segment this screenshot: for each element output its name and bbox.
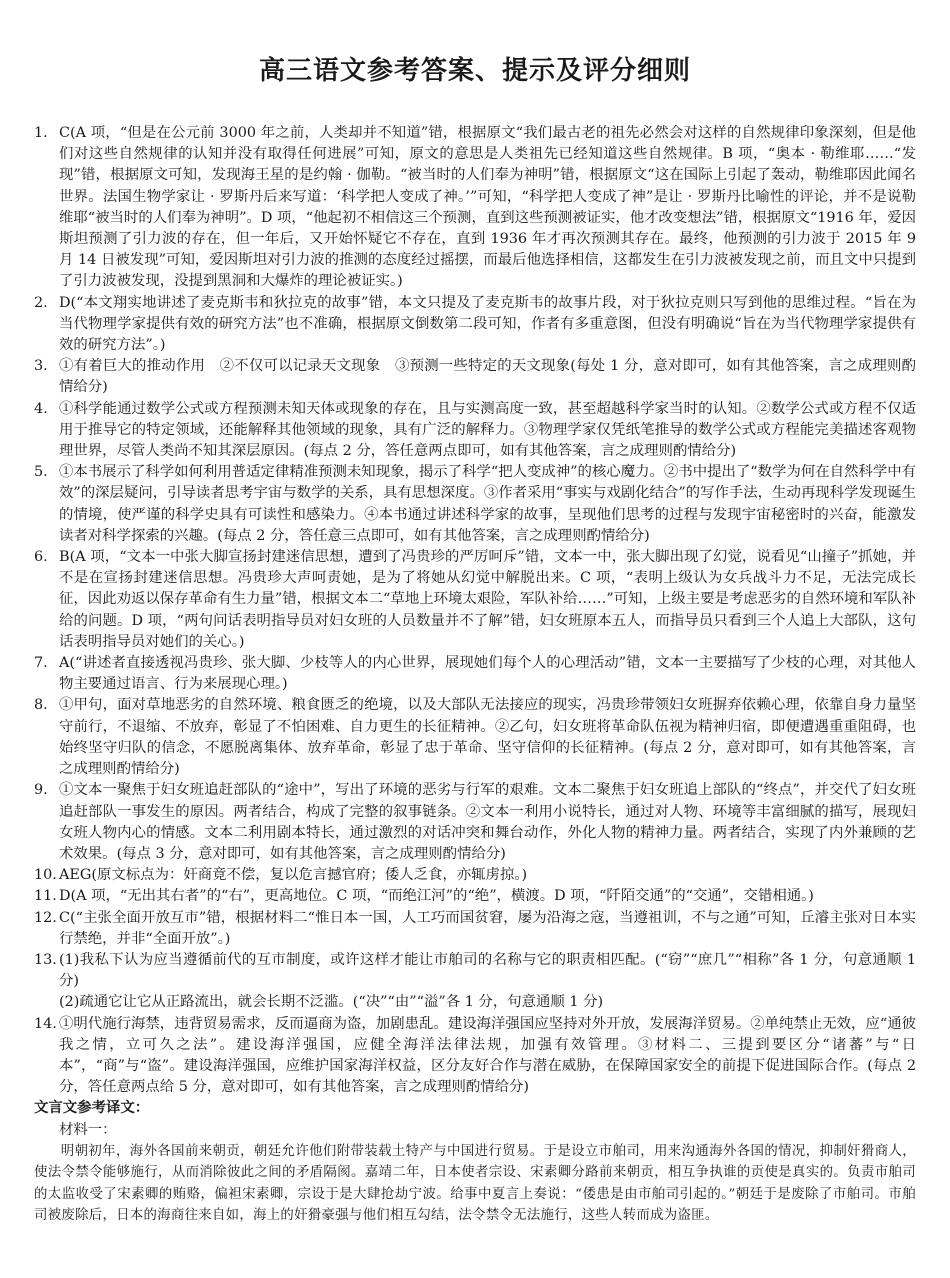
item-text: D(A 项，“无出其右者”的“右”，更高地位。C 项，“而绝江河”的“绝”，横渡。D 项，“阡陌交通”的“交通”，交错相通。) — [59, 888, 814, 905]
answer-item-14 — [34, 1014, 916, 1099]
item-text: ①甲句，面对草地恶劣的自然环境、粮食匮乏的绝境，以及大部队无法接应的现实，冯贵珍带领妇女班摒弃依赖心理，依靠自身力量坚守前行，不退缩、不放弃，彰显了不怕困难、自力更生的长征精神。②乙句，妇女班将革命队伍视为精神归宿，即便遭遇重重阻碍，也始终坚守归队的信念，不愿脱离集体、放弃革命，彰显了忠于革命、坚守信仰的长征精神。(每点 2 分，意对即可，如有其他答案，言之成理则酌情给分) — [59, 697, 916, 778]
answer-item-12 — [34, 908, 916, 950]
item-text: C(A 项，“但是在公元前 3000 年之前，人类却并不知道”错，根据原文“我们最古老的祖先必然会对这样的自然规律印象深刻，但是他们对这些自然规律的认知并没有取得任何进展”可知，原文的意思是人类祖先已经知道这些自然规律。B 项，“奥本 · 勒维耶……“发现”错，根据原文可知，发现海王星的是约翰 · 伽勒。“被当时的人们奉为神明”错，根据原文“这在国际上引起了轰动，勒维耶因此闻名世界。法国生物学家让 · 罗斯丹后来写道：‘科学把人变成了神。’”可知，“科学把人变成了神”是让 · 罗斯丹比喻性的评论，并不是说勒维耶“被当时的人们奉为神明”。D 项，“他起初不相信这三个预测，直到这些预测被证实，他才改变想法”错，根据原文“1916 年，爱因斯坦预测了引力波的存在，但一年后，又开始怀疑它不存在，直到 1936 年才再次预测其存在。最终，他预测的引力波于 2015 年 9 月 14 日被发现”可知，爱因斯坦对引力波的推测的态度经过摇摆，而最后他选择相信，这都发生在引力波被发现之前，而且文中只提到了引力波被发现，没提到黑洞和大爆炸的理论被证实。) — [59, 125, 916, 290]
item-text: B(A 项，“文本一中张大脚宣扬封建迷信思想，遭到了冯贵珍的严厉呵斥”错，文本一中，张大脚出现了幻觉，说看见“山撞子”抓她，并不是在宣扬封建迷信思想。冯贵珍大声呵责她，是为了将她从幻觉中解脱出来。C 项，“表明上级认为女兵战斗力不足，无法完成长征，因此劝返以保存革命有生力量”错，根据文本二“草地上环境太艰险，军队补给……”可知，上级主要是考虑恶劣的自然环境和军队补给的问题。D 项，“两句问话表明指导员对妇女班的人员数量并不了解”错，妇女班原本五人，而指导员只看到三个人追上大部队，这句话表明指导员对她们的关心。) — [59, 549, 916, 650]
item-text: AEG(原文标点为：奸商竟不偿，复以危言撼官府；倭人乏食，亦辄虏掠。) — [59, 867, 528, 884]
item-number: 13. — [34, 951, 57, 968]
item-number: 14. — [34, 1015, 57, 1032]
item-text: ①本书展示了科学如何利用普适定律精准预测未知现象，揭示了科学“把人变成神”的核心魔力。②书中提出了“数学为何在自然科学中有效”的深层疑问，引导读者思考宇宙与数学的关系，具有思想深度。③作者采用“事实与戏剧化结合”的写作手法，生动再现科学发现诞生的情境，使严谨的科学史具有可读性和感染力。④本书通过讲述科学家的故事，呈现他们思考的过程与发现宇宙秘密时的兴奋，能激发读者对科学探索的兴趣。(每点 2 分，答任意三点即可，如有其他答案，言之成理则酌情给分) — [59, 464, 916, 544]
material-label: 材料一： — [59, 1121, 117, 1138]
answer-item-7 — [34, 653, 916, 695]
item-number: 3. — [34, 358, 48, 375]
answer-item-4 — [34, 399, 916, 463]
item-number: 8. — [34, 697, 48, 714]
item-text: ①科学能通过数学公式或方程预测未知天体或现象的存在，且与实测高度一致，甚至超越科学家当时的认知。②数学公式或方程不仅适用于推导它的特定领域，还能解释其他领域的现象，具有广泛的解释力。③物理学家仅凭纸笔推导的数学公式或方程能完美描述客观物理世界，尽管人类尚不知其深层原因。(每点 2 分，答任意两点即可，如有其他答案，言之成理则酌情给分) — [59, 400, 916, 460]
translation-paragraph: 明朝初年，海外各国前来朝贡，朝廷允许他们附带装载土特产与中国进行贸易。于是设立市舶司，用来沟通海外各国的情况，抑制奸猾商人，使法令禁令能够施行，从而消除彼此之间的矛盾隔阂。嘉靖二年，日本使者宗设、宋素卿分路前来朝贡，相互争执谁的贡使是真实的。负责市舶司的太监收受了宋素卿的贿赂，偏袒宋素卿，宗设于是大肆抢劫宁波。给事中夏言上奏说：“倭患是由市舶司引起的。”朝廷于是废除了市舶司。市舶司被废除后，日本的海商往来自如，海上的奸猾豪强与他们相互勾结，法令禁令无法施行，这些人转而成为盗匪。 — [34, 1143, 916, 1223]
answer-item-2 — [34, 293, 916, 357]
item-text: (1)我私下认为应当遵循前代的互市制度，或许这样才能让市舶司的名称与它的职责相匹配。(“窃”“庶几”“相称”各 1 分，句意通顺 1 分) — [59, 951, 916, 990]
answer-item-1 — [34, 123, 916, 293]
item-number: 12. — [34, 909, 57, 926]
item-number: 10. — [34, 867, 57, 884]
answer-item-9 — [34, 780, 916, 865]
item-number: 4. — [34, 400, 48, 417]
page-title: 高三语文参考答案、提示及评分细则 — [258, 56, 691, 86]
item-text: C(“主张全面开放互市”错，根据材料二“惟日本一国，人工巧而国贫窘，屡为沿海之寇，当遵祖训，不与之通”可知，丘濬主张对日本实行禁绝，并非“全面开放”。) — [59, 909, 916, 947]
answer-item-10 — [34, 865, 916, 886]
item-number: 6. — [34, 549, 48, 566]
answer-item-11 — [34, 886, 916, 907]
answer-item-5 — [34, 462, 916, 547]
item-subtext: (2)疏通它让它从正路流出，就会长期不泛滥。(“决”“由”“溢”各 1 分，句意通顺 1 分) — [59, 994, 604, 1011]
item-number: 7. — [34, 655, 48, 672]
item-number: 1. — [34, 125, 48, 141]
item-number: 5. — [34, 464, 48, 481]
item-text: A(“讲述者直接透视冯贵珍、张大脚、少枝等人的内心世界，展现她们每个人的心理活动”错，文本一主要描写了少枝的心理，对其他人物主要通过语言、行为来展现心理。) — [59, 655, 916, 693]
item-text: ①文本一聚焦于妇女班追赶部队的“途中”，写出了环境的恶劣与行军的艰难。文本二聚焦于妇女班追上部队的“终点”，并交代了妇女班追赶部队一事发生的原因。两者结合，构成了完整的叙事链条。②文本一利用小说特长，通过对人物、环境等丰富细腻的描写，展现妇女班人物内心的情感。文本二利用剧本特长，通过激烈的对话冲突和舞台动作，外化人物的精神力量。两者结合，实现了内外兼顾的艺术效果。(每点 3 分，意对即可，如有其他答案，言之成理则酌情给分) — [59, 782, 916, 862]
answer-body — [34, 123, 916, 1226]
item-number: 2. — [34, 294, 48, 311]
item-text: D(“本文翔实地讲述了麦克斯韦和狄拉克的故事”错，本文只提及了麦克斯韦的故事片段，对于狄拉克则只写到他的思维过程。“旨在为当代物理学家提供有效的研究方法”也不准确，根据原文倒数第二段可知，作者有多重意图，但没有明确说“旨在为当代物理学家提供有效的研究方法”。) — [59, 294, 916, 354]
item-number: 11. — [34, 888, 57, 905]
answer-item-3 — [34, 356, 916, 398]
translation-heading: 文言文参考译文： — [34, 1100, 150, 1117]
item-number: 9. — [34, 782, 48, 799]
answer-item-8 — [34, 695, 916, 780]
answer-item-6 — [34, 547, 916, 653]
answer-item-13 — [34, 950, 916, 1014]
item-text: ①明代施行海禁，违背贸易需求，反而逼商为盗，加剧患乱。建设海洋强国应坚持对外开放，发展海洋贸易。②单纯禁止无效，应“通彼我之情，立可久之法”。建设海洋强国，应健全海洋法律法规，加强有效管理。③材料二、三提到要区分“诸蕃”与“日本”，“商”与“盗”。建设海洋强国，应维护国家海洋权益，区分友好合作与潜在威胁，在保障国家安全的前提下促进国际合作。(每点 2 分，答任意两点给 5 分，意对即可，如有其他答案，言之成理则酌情给分) — [59, 1015, 916, 1096]
item-text: ①有着巨大的推动作用 ②不仅可以记录天文现象 ③预测一些特定的天文现象(每处 1 分，意对即可，如有其他答案，言之成理则酌情给分) — [59, 358, 916, 396]
